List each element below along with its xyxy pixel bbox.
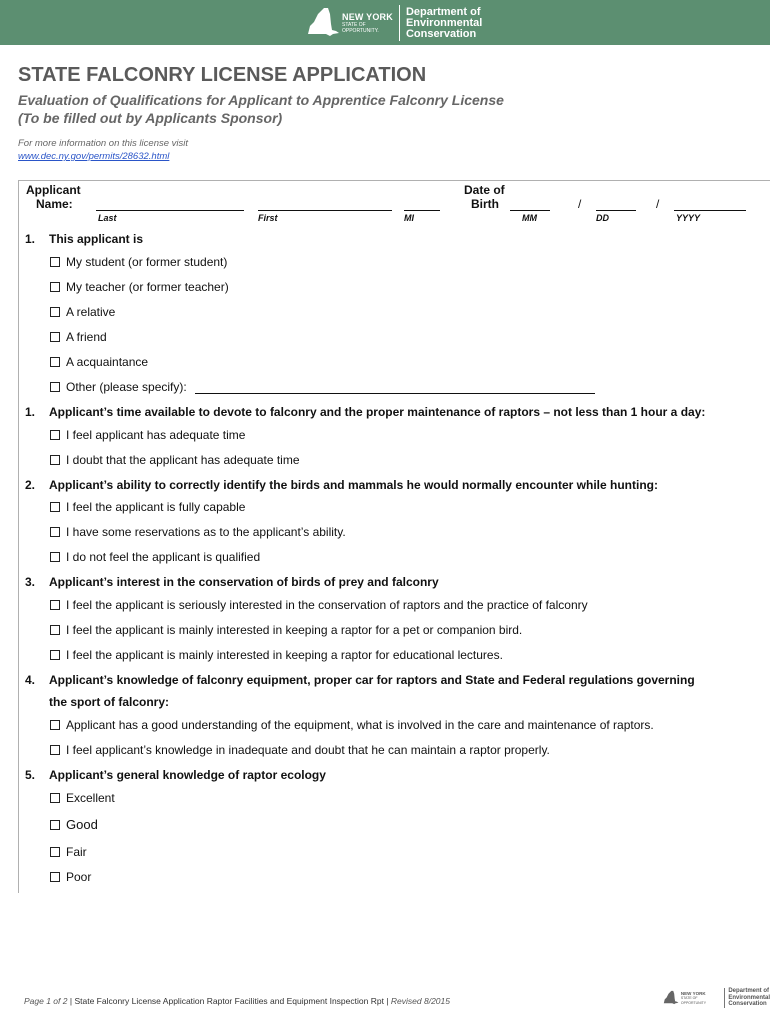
q1-option-teacher[interactable]	[50, 280, 229, 294]
birth-label: Birth	[471, 197, 499, 211]
option-label: Excellent	[66, 791, 115, 805]
checkbox-icon[interactable]	[50, 793, 60, 803]
question-time-number: 1.	[25, 405, 36, 419]
q1-option-other[interactable]	[50, 380, 595, 394]
checkbox-icon[interactable]	[50, 502, 60, 512]
yyyy-caption: YYYY	[676, 213, 701, 223]
logo-opportunity: OPPORTUNITY.	[342, 27, 379, 34]
header-banner	[0, 0, 770, 45]
footer-agency-logo	[660, 988, 770, 1008]
q5-option-fair[interactable]	[50, 845, 87, 859]
agency-logo	[300, 3, 482, 43]
last-name-caption: Last	[98, 213, 117, 223]
checkbox-icon[interactable]	[50, 257, 60, 267]
q3-option-conservation[interactable]	[50, 598, 588, 612]
q1-option-relative[interactable]	[50, 305, 115, 319]
checkbox-icon[interactable]	[50, 600, 60, 610]
q2-option-capable[interactable]	[50, 500, 245, 514]
date-separator-2: /	[656, 197, 660, 211]
dd-caption: DD	[596, 213, 609, 223]
footer-dept-line-3: Conservation	[728, 1001, 767, 1008]
question-time	[25, 405, 705, 419]
checkbox-icon[interactable]	[50, 847, 60, 857]
option-label: I feel the applicant is seriously interested in the conservation of raptors and the practice of falconry	[66, 598, 588, 612]
footer-logo-divider	[724, 988, 725, 1008]
checkbox-icon[interactable]	[50, 455, 60, 465]
footer-logo-opportunity: STATE OF OPPORTUNITY	[680, 995, 707, 1005]
question-1-text: This applicant is	[49, 232, 144, 246]
q3-option-lectures[interactable]	[50, 648, 503, 662]
question-time-text: Applicant’s time available to devote to falconry and the proper maintenance of raptors – not less than 1 hour a day:	[49, 405, 706, 419]
applicant-label: Applicant	[26, 183, 81, 197]
mi-caption: MI	[404, 213, 414, 223]
option-label: Fair	[66, 845, 87, 859]
logo-divider	[399, 5, 400, 41]
footer-dept-line-1: Department of	[728, 988, 769, 995]
q5-option-poor[interactable]	[50, 870, 91, 884]
question-3-number: 3.	[25, 575, 36, 589]
dob-day-field[interactable]	[596, 210, 636, 211]
q4-option-good-understanding[interactable]	[50, 718, 654, 732]
q1-option-student[interactable]	[50, 255, 227, 269]
footer-dept-line-2: Environmental	[728, 994, 770, 1001]
logo-state-name: NEW YORK	[342, 11, 393, 22]
checkbox-icon[interactable]	[50, 552, 60, 562]
question-4-number: 4.	[25, 673, 36, 687]
checkbox-icon[interactable]	[50, 820, 60, 830]
q2-option-reservations[interactable]	[50, 525, 346, 539]
new-york-state-map-icon	[300, 4, 340, 42]
option-label: I feel the applicant is mainly interested in keeping a raptor for a pet or companion bird.	[66, 623, 523, 637]
option-label: I do not feel the applicant is qualified	[66, 550, 261, 564]
option-label: A acquaintance	[66, 355, 149, 369]
option-label: My teacher (or former teacher)	[66, 280, 229, 294]
option-label: I feel applicant’s knowledge in inadequate and doubt that he can maintain a raptor properly.	[66, 743, 550, 757]
first-name-field[interactable]	[258, 210, 392, 211]
question-5-text: Applicant’s general knowledge of raptor ecology	[49, 768, 326, 782]
option-label: I feel the applicant is mainly interested in keeping a raptor for educational lectures.	[66, 648, 503, 662]
dept-line-2: Environmental	[405, 16, 483, 29]
footer-logo-ny: NEW YORK	[680, 990, 706, 996]
q1-option-friend[interactable]	[50, 330, 107, 344]
option-label: Applicant has a good understanding of the equipment, what is involved in the care and maintenance of raptors.	[66, 718, 654, 732]
option-label: Other (please specify):	[66, 380, 187, 394]
question-2	[25, 478, 658, 492]
question-5	[25, 768, 326, 782]
q5-option-good[interactable]	[50, 817, 98, 832]
q3-option-pet[interactable]	[50, 623, 522, 637]
checkbox-icon[interactable]	[50, 745, 60, 755]
dob-month-field[interactable]	[510, 210, 550, 211]
footer-separator: |	[69, 996, 73, 1006]
date-of-label: Date of	[464, 183, 505, 197]
q1-option-acquaintance[interactable]	[50, 355, 148, 369]
option-label: Good	[66, 817, 98, 832]
department-name	[406, 7, 482, 40]
dept-line-3: Conservation	[405, 27, 477, 40]
question-1	[25, 232, 143, 246]
checkbox-icon[interactable]	[50, 720, 60, 730]
page-footer	[24, 996, 450, 1006]
first-name-caption: First	[258, 213, 278, 223]
q4-option-inadequate[interactable]	[50, 743, 550, 757]
q-time-option-adequate[interactable]	[50, 428, 245, 442]
checkbox-icon[interactable]	[50, 650, 60, 660]
question-4-text: Applicant’s knowledge of falconry equipment, proper car for raptors and State and Federal regulations governing	[49, 673, 695, 687]
q-time-option-doubt[interactable]	[50, 453, 300, 467]
q2-option-not-qualified[interactable]	[50, 550, 260, 564]
option-label: I doubt that the applicant has adequate time	[66, 453, 300, 467]
checkbox-icon[interactable]	[50, 357, 60, 367]
last-name-field[interactable]	[96, 210, 244, 211]
name-label: Name:	[36, 197, 73, 211]
option-label: I have some reservations as to the applicant’s ability.	[66, 525, 346, 539]
mm-caption: MM	[522, 213, 537, 223]
footer-revised-date: Revised 8/2015	[390, 996, 450, 1006]
checkbox-icon[interactable]	[50, 527, 60, 537]
footer-doc-title: State Falconry License Application Raptor Facilities and Equipment Inspection Rpt	[74, 996, 384, 1006]
option-label: A relative	[66, 305, 116, 319]
footer-logo-wordmark	[681, 991, 721, 1006]
checkbox-icon[interactable]	[50, 307, 60, 317]
dob-year-field[interactable]	[674, 210, 746, 211]
question-3-text: Applicant’s interest in the conservation of birds of prey and falconry	[49, 575, 439, 589]
info-text: For more information on this license visit	[18, 138, 189, 149]
footer-page-number: Page 1 of 2	[24, 996, 68, 1006]
q5-option-excellent[interactable]	[50, 791, 115, 805]
option-label: I feel the applicant is fully capable	[66, 500, 246, 514]
document-subtitle-line-1: Evaluation of Qualifications for Applicant to Apprentice Falconry License	[18, 92, 504, 108]
question-5-number: 5.	[25, 768, 36, 782]
checkbox-icon[interactable]	[50, 872, 60, 882]
option-label: My student (or former student)	[66, 255, 228, 269]
checkbox-icon[interactable]	[50, 430, 60, 440]
checkbox-icon[interactable]	[50, 382, 60, 392]
footer-logo-department	[728, 988, 770, 1008]
checkbox-icon[interactable]	[50, 282, 60, 292]
logo-state-of: STATE OF	[342, 21, 366, 28]
document-title: STATE FALCONRY LICENSE APPLICATION	[18, 64, 427, 86]
question-3	[25, 575, 439, 589]
question-1-number: 1.	[25, 232, 36, 246]
question-2-text: Applicant’s ability to correctly identify the birds and mammals he would normally encounter while hunting:	[49, 478, 658, 492]
ny-state-wordmark	[342, 13, 393, 34]
info-link[interactable]: www.dec.ny.gov/permits/28632.html	[18, 151, 170, 162]
checkbox-icon[interactable]	[50, 625, 60, 635]
footer-separator: |	[386, 996, 389, 1006]
date-separator-1: /	[578, 197, 582, 211]
document-subtitle-line-2: (To be filled out by Applicants Sponsor)	[18, 110, 283, 126]
middle-initial-field[interactable]	[404, 210, 440, 211]
option-label: I feel applicant has adequate time	[66, 428, 246, 442]
question-4	[25, 673, 695, 687]
option-label: A friend	[66, 330, 107, 344]
option-label: Poor	[66, 870, 92, 884]
question-2-number: 2.	[25, 478, 36, 492]
question-4-line-2: the sport of falconry:	[49, 695, 170, 709]
new-york-state-map-icon	[660, 989, 679, 1007]
other-specify-field[interactable]	[195, 381, 595, 394]
dept-line-1: Department of	[405, 5, 481, 18]
checkbox-icon[interactable]	[50, 332, 60, 342]
